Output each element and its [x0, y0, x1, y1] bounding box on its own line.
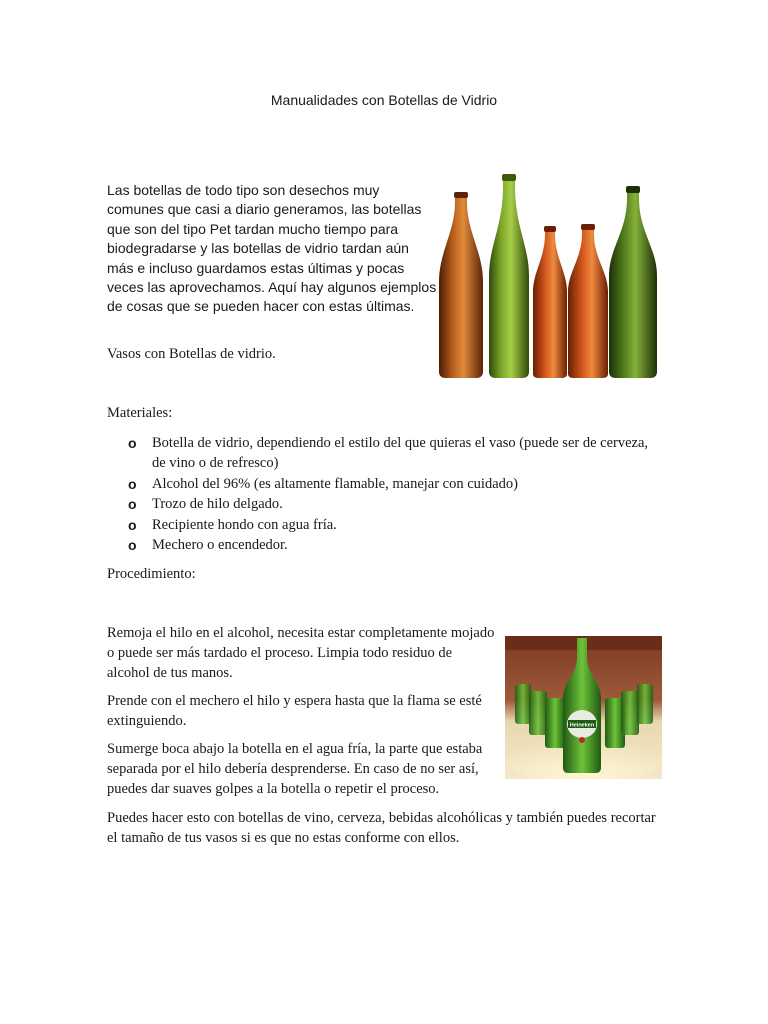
step-3-text: Sumerge boca abajo la botella en el agua fría, la parte que estaba separada por el hilo debería desprenderse. En caso de no ser así, puedes dar suaves golpes a la botella o repetir el proceso.: [107, 741, 483, 797]
list-item-text: Alcohol del 96% (es altamente flamable, manejar con cuidado): [152, 475, 518, 492]
bullet-icon: o: [128, 516, 137, 533]
step-1-paragraph: Remoja el hilo en el alcohol, necesita estar completamente mojado o puede ser más tardado el proceso. Limpia todo residuo de alcohol de tus manos.: [107, 625, 495, 681]
glass-bottles-image: [437, 168, 662, 378]
list-item-text: Recipiente hondo con agua fría.: [152, 516, 337, 533]
step-3-paragraph: [107, 739, 527, 799]
bullet-icon: o: [128, 537, 137, 553]
step-2-paragraph: Prende con el mechero el hilo y espera hasta que la flama se esté extinguiendo.: [107, 693, 482, 729]
step-4-paragraph: Puedes hacer esto con botellas de vino, cerveza, bebidas alcohólicas y también puedes recortar el tamaño de tus vasos si es que no estas conforme con ellos.: [107, 810, 656, 846]
page-title: Manualidades con Botellas de Vidrio: [270, 92, 498, 108]
list-item: [0, 535, 662, 555]
list-item: [0, 494, 662, 514]
list-item-text: Trozo de hilo delgado.: [152, 496, 283, 512]
list-item-text: Botella de vidrio, dependiendo el estilo del que quieras el vaso (puede ser de cerveza, de vino o de refresco): [152, 435, 649, 471]
bottle-label-text: Heineken: [569, 722, 595, 729]
intro-paragraph: Las botellas de todo tipo son desechos muy comunes que casi a diario generamos, las botellas que son del tipo Pet tardan mucho tiempo para biodegradarse y las botellas de vidrio tardan aún más e incluso guardamos estas últimas y pocas veces las aprovechamos. Aquí hay algunos ejemplos de cosas que se pueden hacer con estas últimas.: [107, 182, 437, 315]
list-item: [0, 433, 662, 473]
list-item: [0, 474, 662, 494]
procedure-heading: Procedimiento:: [107, 566, 196, 582]
bullet-icon: o: [128, 435, 137, 451]
list-item: [0, 515, 662, 535]
materials-list: [0, 433, 768, 556]
bullet-icon: o: [128, 496, 137, 512]
bullet-icon: o: [128, 475, 137, 492]
bottle-glasses-image: [505, 636, 662, 779]
materials-heading: Materiales:: [107, 405, 173, 421]
section-subtitle: Vasos con Botellas de vidrio.: [107, 346, 276, 362]
list-item-text: Mechero o encendedor.: [152, 537, 288, 553]
